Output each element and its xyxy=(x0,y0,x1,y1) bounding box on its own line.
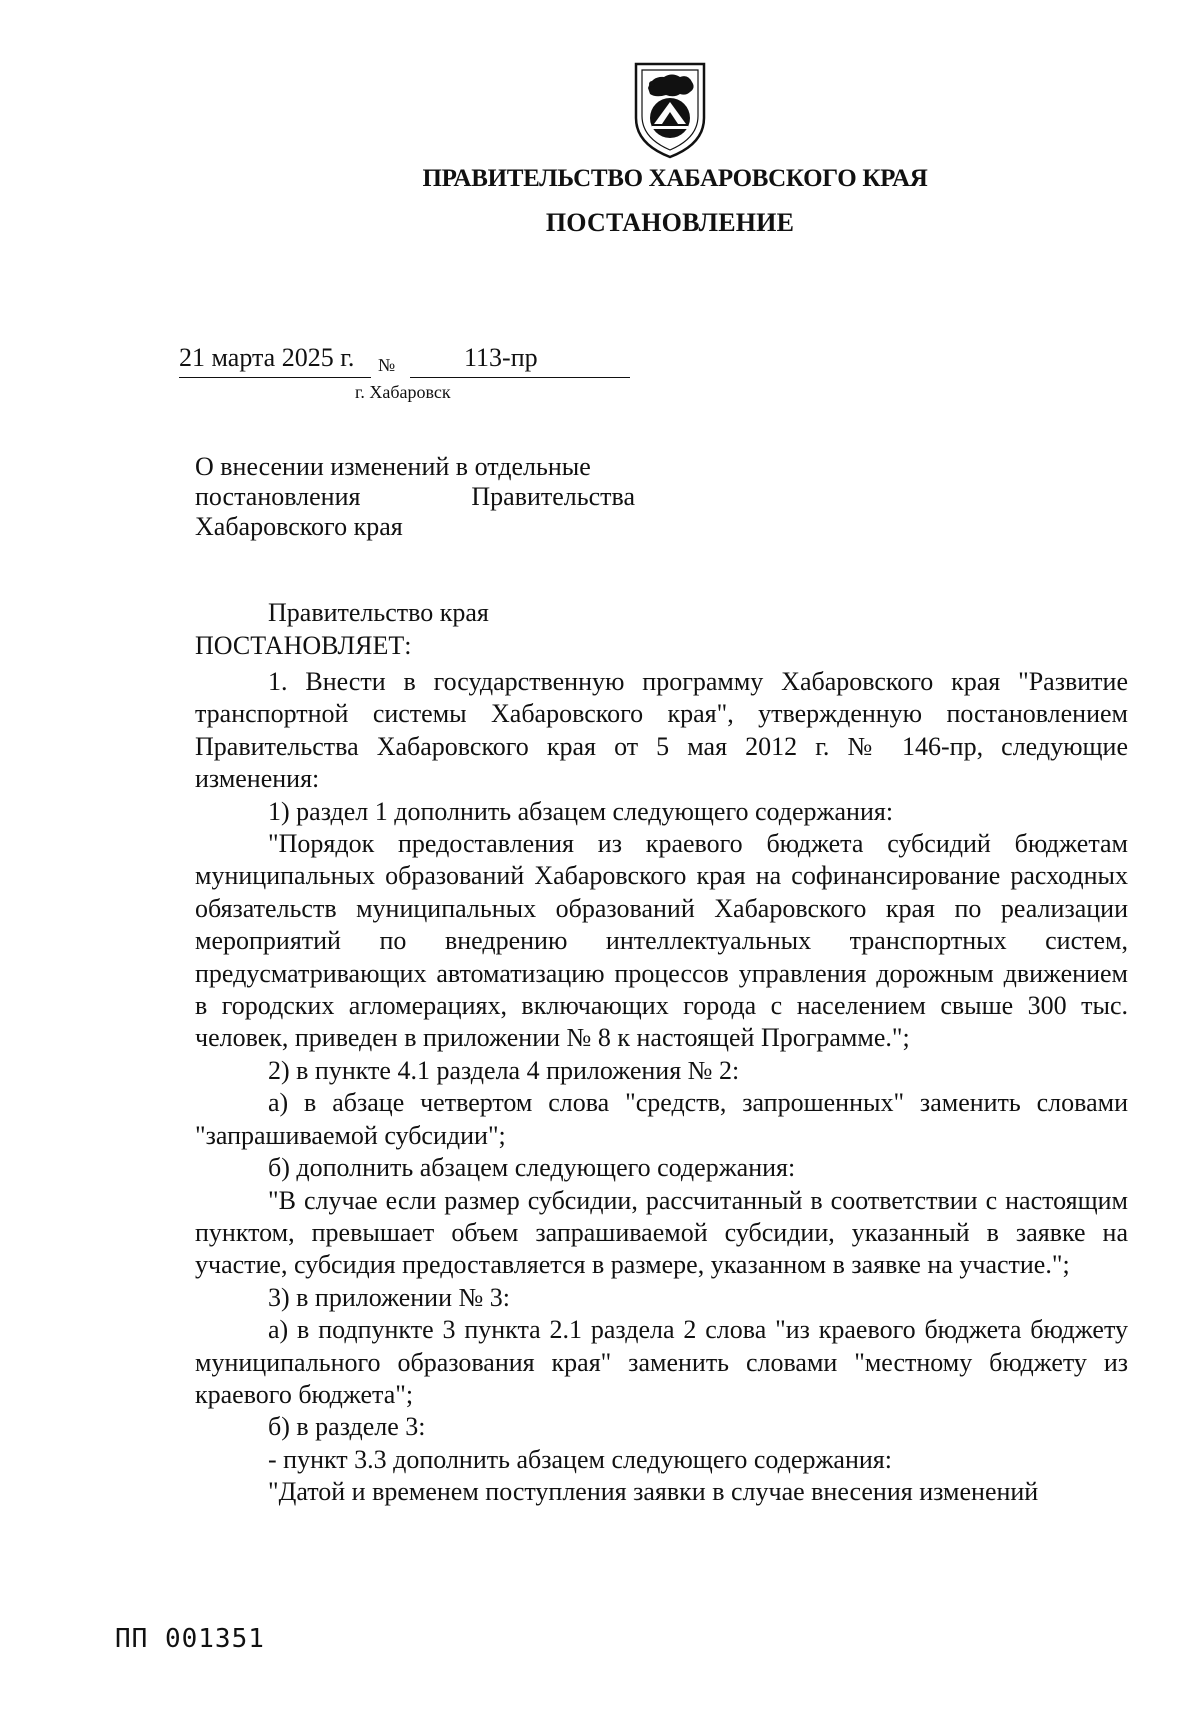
document-number: 113-пр xyxy=(464,343,538,372)
body-paragraph: 1) раздел 1 дополнить абзацем следующего содержания: xyxy=(268,796,894,826)
document-subject xyxy=(195,452,635,542)
footer-code: ПП 001351 xyxy=(115,1624,265,1654)
coat-of-arms-icon xyxy=(630,60,710,160)
decree-word: ПОСТАНОВЛЯЕТ: xyxy=(195,631,412,660)
body-paragraph: б) дополнить абзацем следующего содержания: xyxy=(268,1153,796,1183)
intro-text: Правительство края xyxy=(268,598,489,627)
document-type: ПОСТАНОВЛЕНИЕ xyxy=(545,208,795,237)
document-city: г. Хабаровск xyxy=(355,382,451,402)
subject-line: Хабаровского края xyxy=(195,512,403,541)
body-paragraph: а) в подпункте 3 пункта 2.1 раздела 2 слова "из краевого бюджета бюджету муниципального образования края" заменить словами "местному бюджету из краевого бюджета"; xyxy=(195,1315,1128,1409)
subject-line: О внесении изменений в отдельные xyxy=(195,452,591,481)
subject-line xyxy=(195,482,635,512)
body-paragraph: б) в разделе 3: xyxy=(268,1412,426,1442)
subject-word: Правительства xyxy=(471,482,635,511)
subject-word: постановления xyxy=(195,482,361,511)
date-underline xyxy=(179,377,371,378)
body-paragraph: - пункт 3.3 дополнить абзацем следующего содержания: xyxy=(268,1444,892,1474)
body-paragraph: "Датой и временем поступления заявки в случае внесения изменений xyxy=(268,1477,1039,1507)
body-paragraph: а) в абзаце четвертом слова "средств, запрошенных" заменить словами "запрашиваемой субсидии"; xyxy=(195,1088,1128,1150)
number-sign: № xyxy=(378,355,396,375)
body-paragraph: 1. Внести в государственную программу Хабаровского края "Развитие транспортной системы Хабаровского края", утвержденную постановлением Правительства Хабаровского края от 5 мая 2012 г. № 146-пр, следующие изменения: xyxy=(195,667,1128,794)
document-body xyxy=(195,666,1128,1509)
number-underline xyxy=(410,377,630,378)
document-date: 21 марта 2025 г. xyxy=(179,343,355,372)
body-paragraph: 2) в пункте 4.1 раздела 4 приложения № 2: xyxy=(268,1055,740,1085)
body-paragraph: "В случае если размер субсидии, рассчитанный в соответствии с настоящим пунктом, превышает объем запрашиваемой субсидии, указанный в заявке на участие, субсидия предоставляется в размере, указанном в заявке на участие."; xyxy=(195,1185,1128,1280)
organization-title: ПРАВИТЕЛЬСТВО ХАБАРОВСКОГО КРАЯ xyxy=(422,165,928,192)
body-paragraph: "Порядок предоставления из краевого бюджета субсидий бюджетам муниципальных образований Хабаровского края на софинансирование расходных обязательств муниципальных образований Хабаровского края по реализации мероприятий по внедрению интеллектуальных транспортных систем, предусматривающих автоматизацию процессов управления дорожным движением в городских агломерациях, включающих города с населением свыше 300 тыс. человек, приведен в приложении № 8 к настоящей Программе."; xyxy=(195,829,1128,1053)
body-paragraph: 3) в приложении № 3: xyxy=(268,1282,511,1312)
